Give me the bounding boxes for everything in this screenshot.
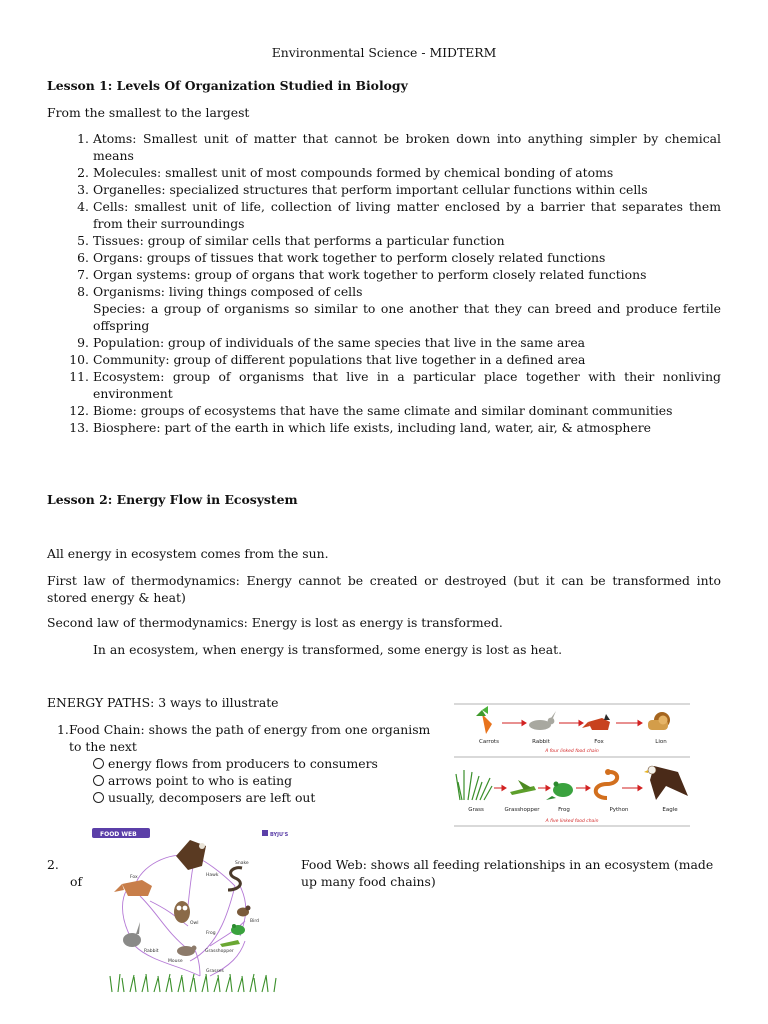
list-item: 9. Population: group of individuals of the same species that live in the same area <box>77 335 586 350</box>
food-chain-text: Food Chain: shows the path of energy from one organism to the next <box>69 722 431 754</box>
chain1-label: Lion <box>655 739 667 745</box>
lesson1-heading: Lesson 1: Levels Of Organization Studied in Biology <box>47 78 408 93</box>
chain2-label: Python <box>609 807 629 813</box>
list-item: 12. Biome: groups of ecosystems that have the same climate and similar dominant communities <box>69 403 673 418</box>
chain1-label: Carrots <box>479 739 499 745</box>
lesson1-intro: From the smallest to the largest <box>47 105 250 120</box>
chain1-arrows <box>502 721 642 726</box>
list-item: 11. Ecosystem: group of organisms that live in a particular place together with their nonliving environment <box>69 369 721 401</box>
web-label: Hawk <box>206 873 219 878</box>
food-chain-item <box>47 721 442 755</box>
energy-paths-heading: ENERGY PATHS: 3 ways to illustrate <box>47 695 279 710</box>
lesson2-paragraph-first-law: First law of thermodynamics: Energy cannot be created or destroyed (but it can be transformed into stored energy & heat) <box>47 573 721 605</box>
web-label: Rabbit <box>144 949 159 954</box>
list-item: 1. Atoms: Smallest unit of matter that cannot be broken down into anything simpler by chemical means <box>77 131 721 163</box>
list-item: 7. Organ systems: group of organs that work together to perform closely related functions <box>77 267 647 282</box>
chain1-caption: A four linked food chain <box>545 749 599 754</box>
food-web-figure <box>90 826 290 994</box>
web-label: Frog <box>206 931 216 936</box>
grasshopper-icon <box>220 940 240 947</box>
lesson2-paragraph-heat: In an ecosystem, when energy is transformed, some energy is lost as heat. <box>93 642 563 657</box>
grass-icon <box>110 974 276 992</box>
rabbit-icon <box>529 711 556 730</box>
list-item: 3. Organelles: specialized structures that perform important cellular functions within cells <box>77 182 648 197</box>
carrot-icon <box>476 706 492 734</box>
fox-icon <box>114 880 152 896</box>
chain2-caption: A five linked food chain <box>545 819 599 824</box>
circle-bullet-icon <box>93 775 104 786</box>
chain2-label: Grasshopper <box>504 807 540 813</box>
list-item: 2. Molecules: smallest unit of most compounds formed by chemical bonding of atoms <box>77 165 614 180</box>
fox-icon <box>582 714 610 730</box>
circle-bullet-icon <box>93 758 104 769</box>
food-web-of: of <box>70 874 83 889</box>
document-title: Environmental Science - MIDTERM <box>271 45 497 60</box>
list-item: 4. Cells: smallest unit of life, collection of living matter enclosed by a barrier that separates them from their surroundings <box>77 199 721 231</box>
food-chain-figure <box>452 700 692 828</box>
food-chain-bullet: energy flows from producers to consumers <box>93 755 378 772</box>
web-label: Grasses <box>206 969 224 974</box>
chain2-label: Frog <box>558 807 570 813</box>
lion-icon <box>648 712 670 730</box>
web-label: Fox <box>130 875 138 880</box>
food-web-banner-label: FOOD WEB <box>100 831 137 838</box>
food-chain-number: 1. <box>57 722 69 737</box>
hawk-icon <box>176 840 206 870</box>
list-item: 13. Biosphere: part of the earth in which life exists, including land, water, air, & atmosphere <box>69 420 651 435</box>
lesson2-paragraph-sun: All energy in ecosystem comes from the sun. <box>47 546 329 561</box>
grasshopper-icon <box>510 780 536 795</box>
owl-icon <box>174 901 190 923</box>
lesson2-paragraph-second-law: Second law of thermodynamics: Energy is lost as energy is transformed. <box>47 615 503 630</box>
frog-icon <box>546 782 573 801</box>
chain1-label: Rabbit <box>532 739 550 745</box>
web-label: Mouse <box>168 959 183 964</box>
species-definition: Species: a group of organisms so similar to one another that they can breed and produce fertile offspring <box>93 301 721 333</box>
grass-icon <box>456 770 492 800</box>
chain2-label: Eagle <box>662 807 678 813</box>
circle-bullet-icon <box>93 792 104 803</box>
bird-icon <box>237 906 251 917</box>
food-web-text: Food Web: shows all feeding relationships in an ecosystem (made up many food chains) <box>301 857 714 889</box>
chain1-label: Fox <box>594 739 604 745</box>
web-label: Bird <box>250 919 259 924</box>
levels-list <box>47 130 721 436</box>
list-item: 6. Organs: groups of tissues that work together to perform closely related functions <box>77 250 606 265</box>
brand-label: BYJU'S <box>270 832 289 838</box>
lesson2-heading: Lesson 2: Energy Flow in Ecosystem <box>47 492 298 507</box>
eagle-icon <box>644 766 688 800</box>
list-item: 8. Organisms: living things composed of cells Species: a group of organisms so similar to one another that they can breed and produce fertile offspring <box>77 284 721 333</box>
food-web-number: 2. <box>47 857 59 872</box>
python-icon <box>596 769 617 798</box>
food-chain-bullet: usually, decomposers are left out <box>93 789 315 806</box>
chain2-label: Grass <box>468 807 484 813</box>
list-item: 10. Community: group of different populations that live together in a defined area <box>69 352 586 367</box>
mouse-icon <box>177 946 197 957</box>
web-label: Owl <box>190 921 199 926</box>
byjus-logo-icon <box>262 830 268 836</box>
food-chain-bullet: arrows point to who is eating <box>93 772 292 789</box>
web-label: Snake <box>235 861 249 866</box>
list-item: 5. Tissues: group of similar cells that performs a particular function <box>77 233 505 248</box>
web-label: Grasshopper <box>205 949 234 954</box>
